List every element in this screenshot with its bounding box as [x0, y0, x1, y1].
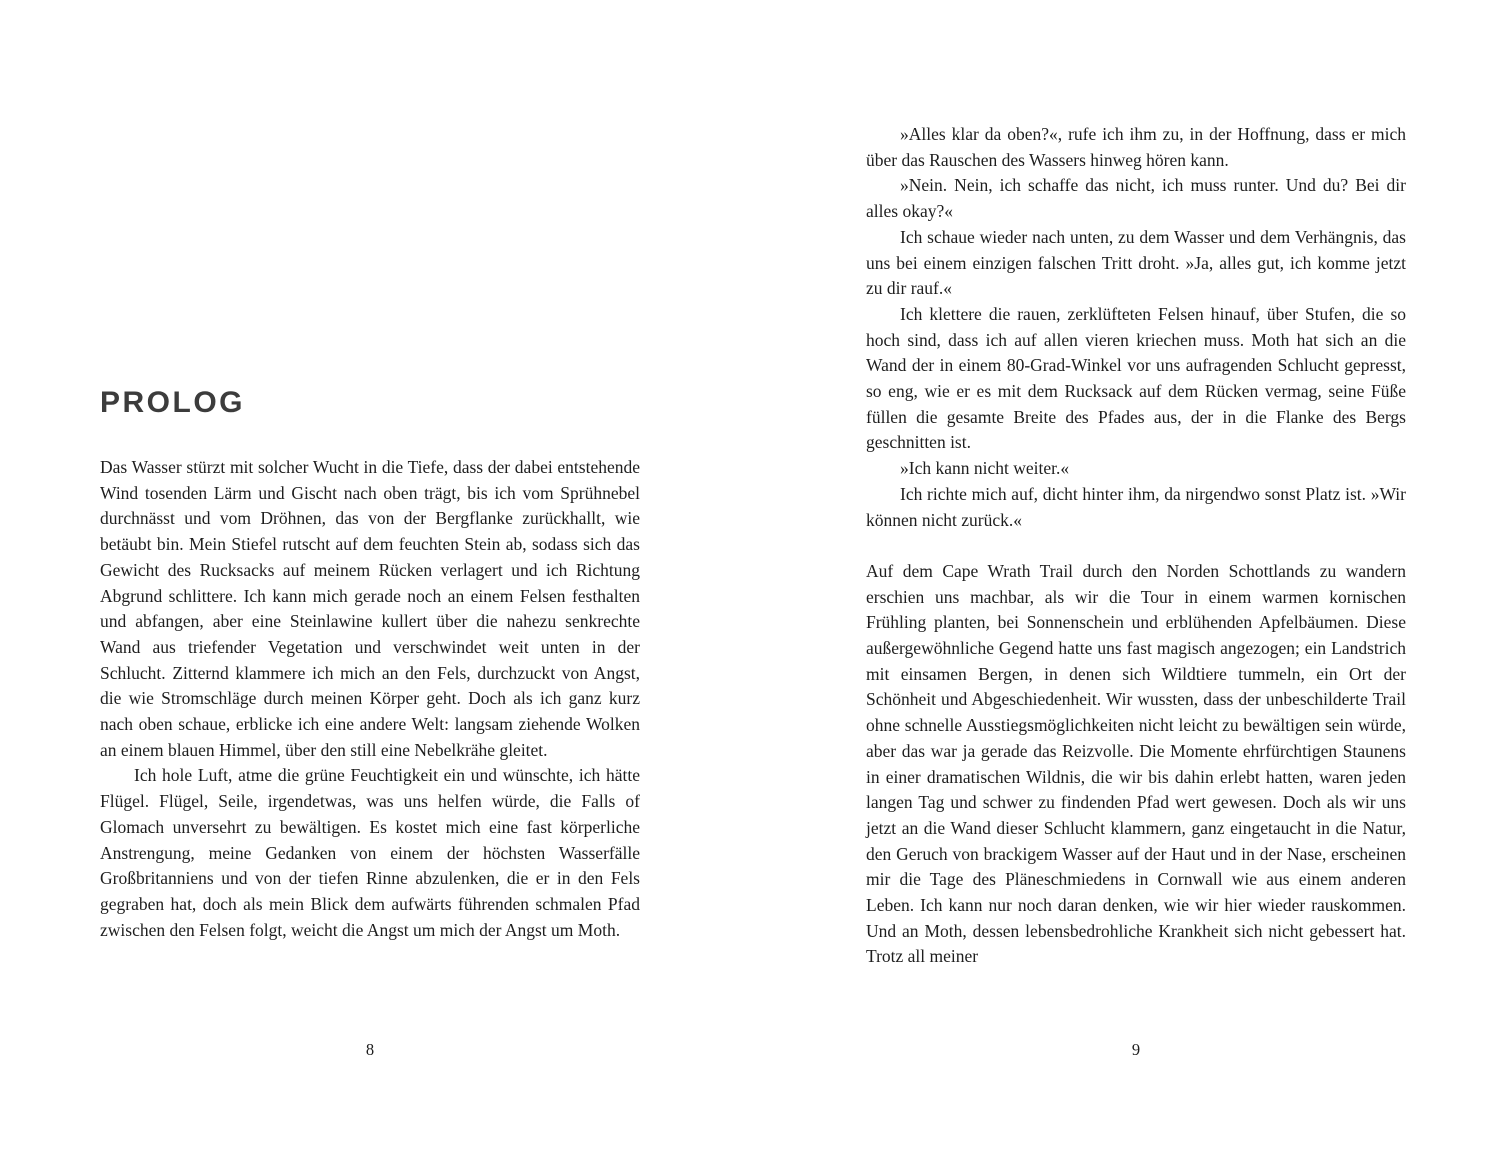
left-page-body	[100, 455, 640, 943]
right-page-body	[866, 122, 1406, 970]
paragraph: »Nein. Nein, ich schaffe das nicht, ich muss runter. Und du? Bei dir alles okay?«	[866, 175, 1406, 222]
right-page-number: 9	[1131, 1040, 1141, 1059]
paragraph: Ich richte mich auf, dicht hinter ihm, da nirgendwo sonst Platz ist. »Wir können nicht zurück.«	[866, 483, 1406, 530]
chapter-heading: PROLOG	[100, 386, 246, 420]
paragraph: Ich klettere die rauen, zerklüfteten Felsen hinauf, über Stufen, die so hoch sind, dass ich auf allen vieren kriechen muss. Moth hat sich an die Wand der in einem 80-Grad-Winkel vor uns aufragenden Schlucht gepresst, so eng, wie er es mit dem Rucksack auf dem Rücken vermag, seine Füße füllen die gesamte Breite des Pfades aus, der in die Flanke des Bergs geschnitten ist.	[866, 303, 1406, 453]
paragraph: Das Wasser stürzt mit solcher Wucht in die Tiefe, dass der dabei entstehende Wind tosenden Lärm und Gischt nach oben trägt, bis ich vom Sprühnebel durchnässt und vom Dröhnen, das von der Bergflanke zurückhallt, wie betäubt bin. Mein Stiefel rutscht auf dem feuchten Stein ab, sodass sich das Gewicht des Rucksacks auf meinem Rücken verlagert und ich Richtung Abgrund schlittere. Ich kann mich gerade noch an einem Felsen festhalten und abfangen, aber eine Steinlawine kullert über die nahezu senkrechte Wand aus triefender Vegetation und verschwindet weit unten in der Schlucht. Zitternd klammere ich mich an den Fels, durchzuckt von Angst, die wie Stromschläge durch meinen Körper geht. Doch als ich ganz kurz nach oben schaue, erblicke ich eine andere Welt: langsam ziehende Wolken an einem blauen Himmel, über den still eine Nebelkrähe gleitet.	[100, 457, 640, 760]
right-page	[866, 0, 1406, 1167]
paragraph: Auf dem Cape Wrath Trail durch den Norden Schottlands zu wandern erschien uns machbar, als wir die Tour in einem warmen kornischen Frühling planten, bei Sonnenschein und erblühenden Apfelbäumen. Diese außergewöhnliche Gegend hatte uns fast magisch angezogen; ein Landstrich mit einsamen Bergen, in denen sich Wildtiere tummeln, ein Ort der Schönheit und Abgeschiedenheit. Wir wussten, dass der unbeschilderte Trail ohne schnelle Ausstiegsmöglichkeiten nicht leicht zu bewältigen sein würde, aber das war ja gerade das Reizvolle. Die Momente ehrfürchtigen Staunens in einer dramatischen Wildnis, die wir bis dahin erlebt hatten, waren jeden langen Tag und schwer zu findenden Pfad wert gewesen. Doch als wir uns jetzt an die Wand dieser Schlucht klammern, ganz eingetaucht in die Natur, den Geruch von brackigem Wasser auf der Haut und in der Nase, erscheinen mir die Tage des Pläneschmiedens in Cornwall wie aus einem anderen Leben. Ich kann nur noch daran denken, wie wir hier wieder rauskommen. Und an Moth, dessen lebensbedrohliche Krankheit sich nicht gebessert hat. Trotz all meiner	[866, 560, 1406, 967]
paragraph: Ich schaue wieder nach unten, zu dem Wasser und dem Verhängnis, das uns bei einem einzigen falschen Tritt droht. »Ja, alles gut, ich komme jetzt zu dir rauf.«	[866, 226, 1406, 299]
left-page	[100, 0, 640, 1167]
paragraph: »Alles klar da oben?«, rufe ich ihm zu, in der Hoffnung, dass er mich über das Rauschen des Wassers hinweg hören kann.	[866, 124, 1406, 170]
paragraph: »Ich kann nicht weiter.«	[900, 458, 1070, 479]
left-page-number: 8	[365, 1040, 375, 1059]
paragraph: Ich hole Luft, atme die grüne Feuchtigkeit ein und wünschte, ich hätte Flügel. Flügel, Seile, irgendetwas, was uns helfen würde, die Falls of Glomach unversehrt zu bewältigen. Es kostet mich eine fast körperliche Anstrengung, meine Gedanken von einem der höchsten Wasserfälle Großbritanniens und von der tiefen Rinne abzulenken, die er in den Fels gegraben hat, doch als mein Blick dem aufwärts führenden schmalen Pfad zwischen den Felsen folgt, weicht die Angst um mich der Angst um Moth.	[100, 765, 640, 940]
